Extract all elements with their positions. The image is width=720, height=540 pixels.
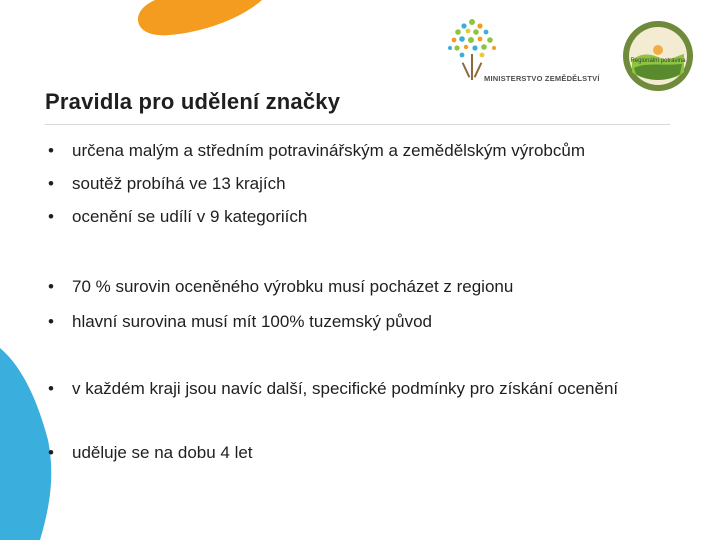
- bullet-item: [48, 135, 668, 167]
- seal-text: Regionální potravina: [630, 58, 686, 64]
- slide-title: Pravidla pro udělení značky: [45, 89, 341, 114]
- bullet-text: soutěž probíhá ve 13 krajích: [72, 174, 286, 193]
- ministry-logo: [440, 14, 615, 104]
- bullet-text: v každém kraji jsou navíc další, specifické podmínky pro získání ocenění: [72, 379, 619, 398]
- bullet-text: hlavní surovina musí mít 100% tuzemský původ: [72, 312, 432, 331]
- bullet-item: [48, 373, 633, 405]
- blue-leaf-shape: [0, 348, 51, 540]
- tree-icon: [440, 14, 615, 104]
- bullet-dot: •: [48, 379, 54, 398]
- bullet-dot: •: [48, 312, 54, 331]
- bullet-item: [48, 201, 668, 233]
- bullet-dot: •: [48, 207, 54, 226]
- ministry-name: MINISTERSTVO ZEMĚDĚLSTVÍ: [484, 74, 600, 83]
- bullet-text: ocenění se udílí v 9 kategoriích: [72, 207, 308, 226]
- bullet-item: [48, 437, 668, 469]
- bullet-dot: •: [48, 141, 54, 160]
- title-divider: [45, 124, 670, 125]
- orange-leaf-shape: [138, 0, 262, 35]
- bullet-dot: •: [48, 174, 54, 193]
- regional-food-seal: [622, 20, 694, 92]
- bullet-text: uděluje se na dobu 4 let: [72, 443, 253, 462]
- seal-icon: [622, 20, 694, 92]
- bullet-text: 70 % surovin oceněného výrobku musí pocházet z regionu: [72, 277, 514, 296]
- bullet-item: [48, 271, 668, 303]
- bullet-item: [48, 306, 668, 338]
- bullet-dot: •: [48, 443, 54, 462]
- bullet-text: určena malým a středním potravinářským a zemědělským výrobcům: [72, 141, 585, 160]
- bullet-dot: •: [48, 277, 54, 296]
- bullet-item: [48, 168, 668, 200]
